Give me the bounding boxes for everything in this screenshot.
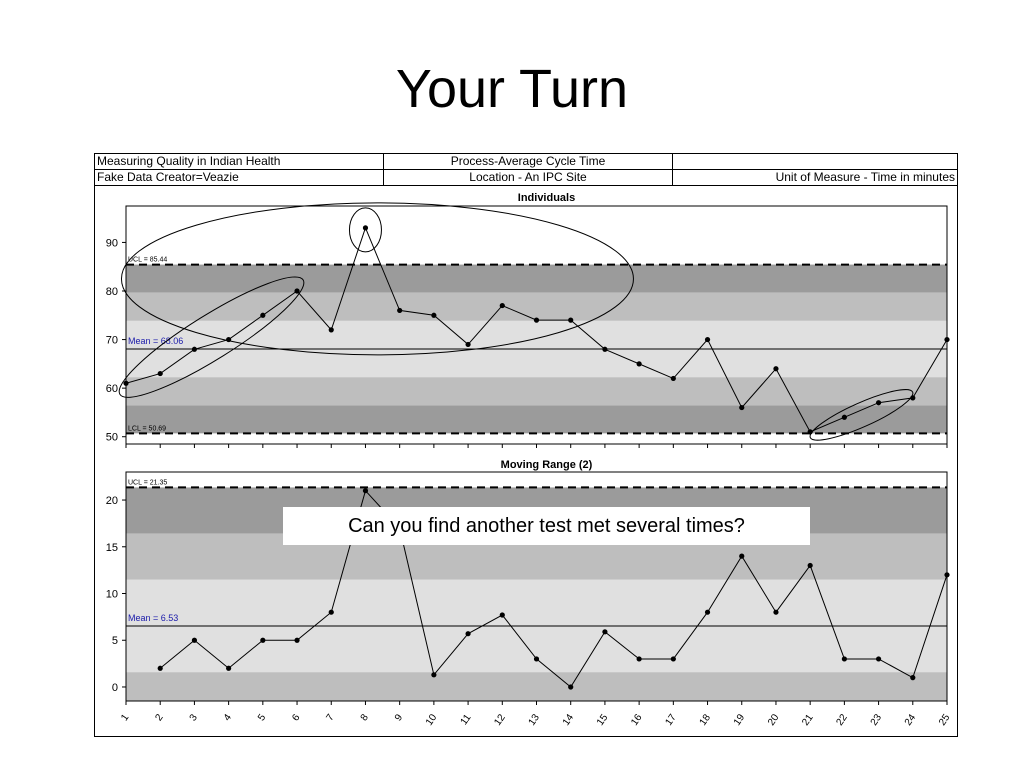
data-point bbox=[739, 405, 744, 410]
y-tick-label: 60 bbox=[105, 383, 118, 396]
data-point bbox=[397, 308, 402, 313]
data-point bbox=[123, 381, 128, 386]
x-tick-label: 21 bbox=[800, 712, 816, 728]
data-point bbox=[534, 318, 539, 323]
chart-title: Moving Range (2) bbox=[500, 459, 593, 471]
data-point bbox=[500, 612, 505, 617]
x-tick-label: 24 bbox=[902, 712, 919, 728]
sigma-zone-band bbox=[126, 377, 947, 405]
data-point bbox=[192, 638, 197, 643]
lcl-label: LCL = 50.69 bbox=[128, 425, 167, 433]
data-point bbox=[465, 342, 470, 347]
data-point bbox=[910, 675, 915, 680]
sigma-zone-band bbox=[126, 265, 947, 293]
y-tick-label: 10 bbox=[105, 588, 118, 601]
x-tick-label: 5 bbox=[256, 712, 269, 724]
sigma-zone-band bbox=[126, 349, 947, 377]
data-point bbox=[294, 638, 299, 643]
chart-title: Individuals bbox=[517, 192, 576, 204]
data-point bbox=[602, 629, 607, 634]
header-cell-creator: Fake Data Creator=Veazie bbox=[95, 170, 384, 186]
header-cell-organization: Measuring Quality in Indian Health bbox=[95, 154, 384, 170]
header-cell-process: Process-Average Cycle Time bbox=[384, 154, 673, 170]
data-point bbox=[431, 313, 436, 318]
x-tick-label: 25 bbox=[937, 712, 953, 728]
data-point bbox=[294, 288, 299, 293]
y-tick-label: 80 bbox=[105, 286, 118, 298]
x-tick-label: 14 bbox=[560, 712, 577, 728]
sigma-zone-band bbox=[126, 293, 947, 321]
x-tick-label: 19 bbox=[731, 712, 748, 728]
x-tick-label: 12 bbox=[492, 712, 508, 728]
ucl-label: UCL = 85.44 bbox=[128, 256, 168, 264]
y-tick-label: 5 bbox=[111, 635, 118, 648]
data-point bbox=[773, 366, 778, 371]
header-cell-unit: Unit of Measure - Time in minutes bbox=[673, 170, 958, 186]
data-point bbox=[671, 656, 676, 661]
data-point bbox=[944, 337, 949, 342]
sigma-zone-band bbox=[126, 672, 947, 701]
data-point bbox=[329, 327, 334, 332]
x-tick-label: 9 bbox=[392, 712, 406, 724]
x-tick-label: 13 bbox=[526, 712, 542, 728]
y-tick-label: 15 bbox=[105, 541, 118, 554]
header-cell-location: Location - An IPC Site bbox=[384, 170, 673, 186]
x-tick-label: 10 bbox=[423, 712, 440, 728]
data-point bbox=[568, 318, 573, 323]
y-tick-label: 0 bbox=[111, 681, 118, 694]
x-tick-label: 2 bbox=[153, 712, 166, 724]
data-point bbox=[705, 610, 710, 615]
data-point bbox=[808, 563, 813, 568]
data-point bbox=[773, 610, 778, 615]
x-tick-label: 1 bbox=[119, 712, 132, 724]
x-tick-label: 17 bbox=[663, 712, 679, 728]
data-point bbox=[500, 303, 505, 308]
data-point bbox=[876, 400, 881, 405]
data-point bbox=[842, 656, 847, 661]
data-point bbox=[534, 656, 539, 661]
x-tick-label: 3 bbox=[187, 712, 200, 724]
data-point bbox=[944, 572, 949, 577]
x-tick-label: 7 bbox=[324, 712, 337, 724]
x-tick-label: 15 bbox=[594, 712, 611, 728]
moving-range-chart bbox=[106, 459, 950, 705]
x-tick-label: 23 bbox=[868, 712, 885, 728]
charts-svg bbox=[95, 154, 957, 736]
data-point bbox=[431, 672, 436, 677]
y-tick-label: 50 bbox=[105, 431, 118, 444]
data-point bbox=[637, 361, 642, 366]
data-point bbox=[637, 656, 642, 661]
data-point bbox=[363, 488, 368, 493]
question-callout: Can you find another test met several times? bbox=[283, 507, 810, 545]
x-tick-label: 22 bbox=[834, 712, 850, 728]
data-point bbox=[158, 666, 163, 671]
data-point bbox=[876, 656, 881, 661]
data-point bbox=[842, 415, 847, 420]
x-tick-label: 8 bbox=[358, 712, 371, 724]
data-point bbox=[602, 347, 607, 352]
y-tick-label: 70 bbox=[105, 334, 118, 347]
data-point bbox=[671, 376, 676, 381]
y-tick-label: 20 bbox=[105, 495, 118, 508]
slide-title: Your Turn bbox=[395, 59, 629, 119]
x-tick-label: 6 bbox=[290, 712, 303, 724]
x-tick-label: 18 bbox=[697, 712, 713, 728]
data-point bbox=[329, 610, 334, 615]
data-point bbox=[192, 347, 197, 352]
x-tick-label: 4 bbox=[221, 712, 235, 724]
sigma-zone-band bbox=[126, 626, 947, 672]
sigma-zone-band bbox=[126, 405, 947, 433]
y-tick-label: 90 bbox=[105, 237, 118, 250]
x-tick-label: 20 bbox=[766, 712, 782, 728]
data-point bbox=[739, 554, 744, 559]
individuals-chart bbox=[106, 192, 950, 448]
x-tick-label: 16 bbox=[629, 712, 645, 728]
data-point bbox=[226, 666, 231, 671]
data-point bbox=[260, 638, 265, 643]
mean-label: Mean = 6.53 bbox=[128, 612, 179, 623]
x-tick-label: 11 bbox=[458, 712, 474, 728]
data-point bbox=[260, 313, 265, 318]
ucl-label: UCL = 21.35 bbox=[128, 479, 168, 487]
data-point bbox=[363, 225, 368, 230]
data-point bbox=[705, 337, 710, 342]
data-point bbox=[465, 631, 470, 636]
data-point bbox=[158, 371, 163, 376]
control-chart-frame bbox=[94, 153, 958, 737]
data-point bbox=[568, 684, 573, 689]
mean-label: Mean = 68.06 bbox=[128, 335, 184, 346]
